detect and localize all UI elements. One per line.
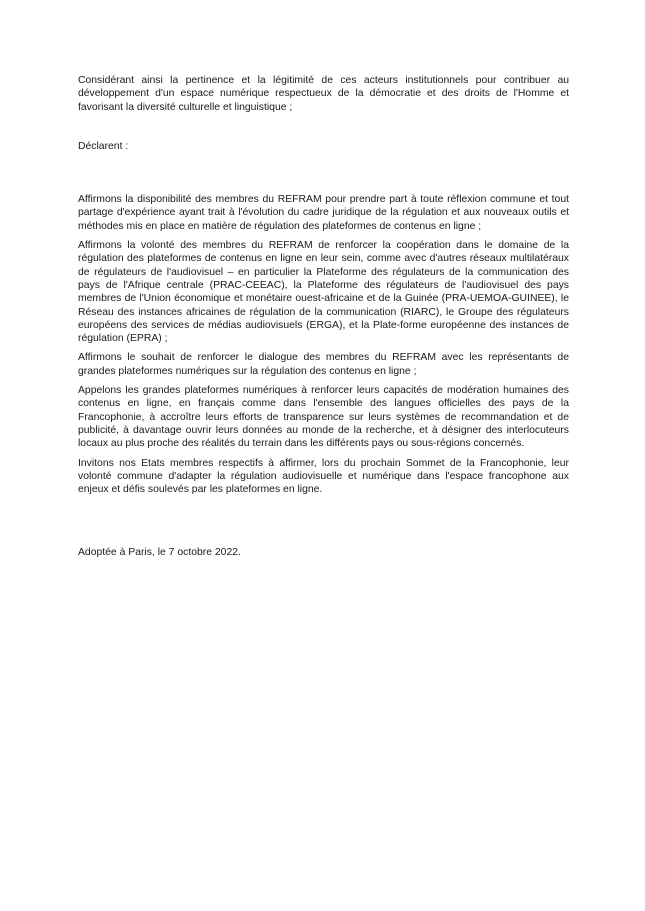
- paragraph-affirm-availability: Affirmons la disponibilité des membres du REFRAM pour prendre part à toute réflexion commune et tout partage d'expérience ayant trait à l'évolution du cadre juridique de la régulation et aux nouveaux outils et méthodes mis en place en matière de régulation des plateformes de contenus en ligne ;: [78, 194, 569, 232]
- document-body: [78, 74, 569, 560]
- paragraph-affirm-dialogue: Affirmons le souhait de renforcer le dialogue des membres du REFRAM avec les représentants de grandes plateformes numériques sur la régulation des contenus en ligne ;: [78, 352, 569, 377]
- adoption-date: Adoptée à Paris, le 7 octobre 2022.: [78, 547, 241, 559]
- paragraph-call-platforms: Appelons les grandes plateformes numériques à renforcer leurs capacités de modération humaines des contenus en ligne, en français comme dans l'ensemble des langues officielles des pays de la Francophonie, à accroître leurs efforts de transparence sur leurs systèmes de recommandation et de publicité, à davantage ouvrir leurs données au monde de la recherche, et à désigner des interlocuteurs locaux au plus proche des réalités du terrain dans les différents pays ou sous-régions concernés.: [78, 385, 569, 450]
- intro-paragraph: Considérant ainsi la pertinence et la légitimité de ces acteurs institutionnels pour contribuer au développement d'un espace numérique respectueux de la démocratie et des droits de l'Homme et favorisant la diversité culturelle et linguistique ;: [78, 75, 569, 113]
- paragraph-invite-states: Invitons nos Etats membres respectifs à affirmer, lors du prochain Sommet de la Francophonie, leur volonté commune d'adapter la régulation audiovisuelle et numérique dans l'espace francophone aux enjeux et défis soulevés par les plateformes en ligne.: [78, 457, 569, 496]
- paragraph-affirm-cooperation: Affirmons la volonté des membres du REFRAM de renforcer la coopération dans le domaine de la régulation des plateformes de contenus en ligne en leur sein, comme avec d'autres réseaux multilatéraux de régulateurs de l'audiovisuel – en particulier la Plateforme des régulateurs de la communication des pays de l'Afrique centrale (PRAC-CEEAC), la Plateforme des régulateurs de l'audiovisuel des pays membres de l'Union économique et monétaire ouest-africaine et de la Guinée (PRA-UEMOA-GUINEE), le Réseau des instances africaines de régulation de la communication (RIARC), le Groupe des régulateurs européens des services de médias audiovisuels (ERGA), et la Plate-forme européenne des instances de régulation (EPRA) ;: [78, 240, 569, 345]
- declarent-heading: Déclarent :: [78, 140, 129, 152]
